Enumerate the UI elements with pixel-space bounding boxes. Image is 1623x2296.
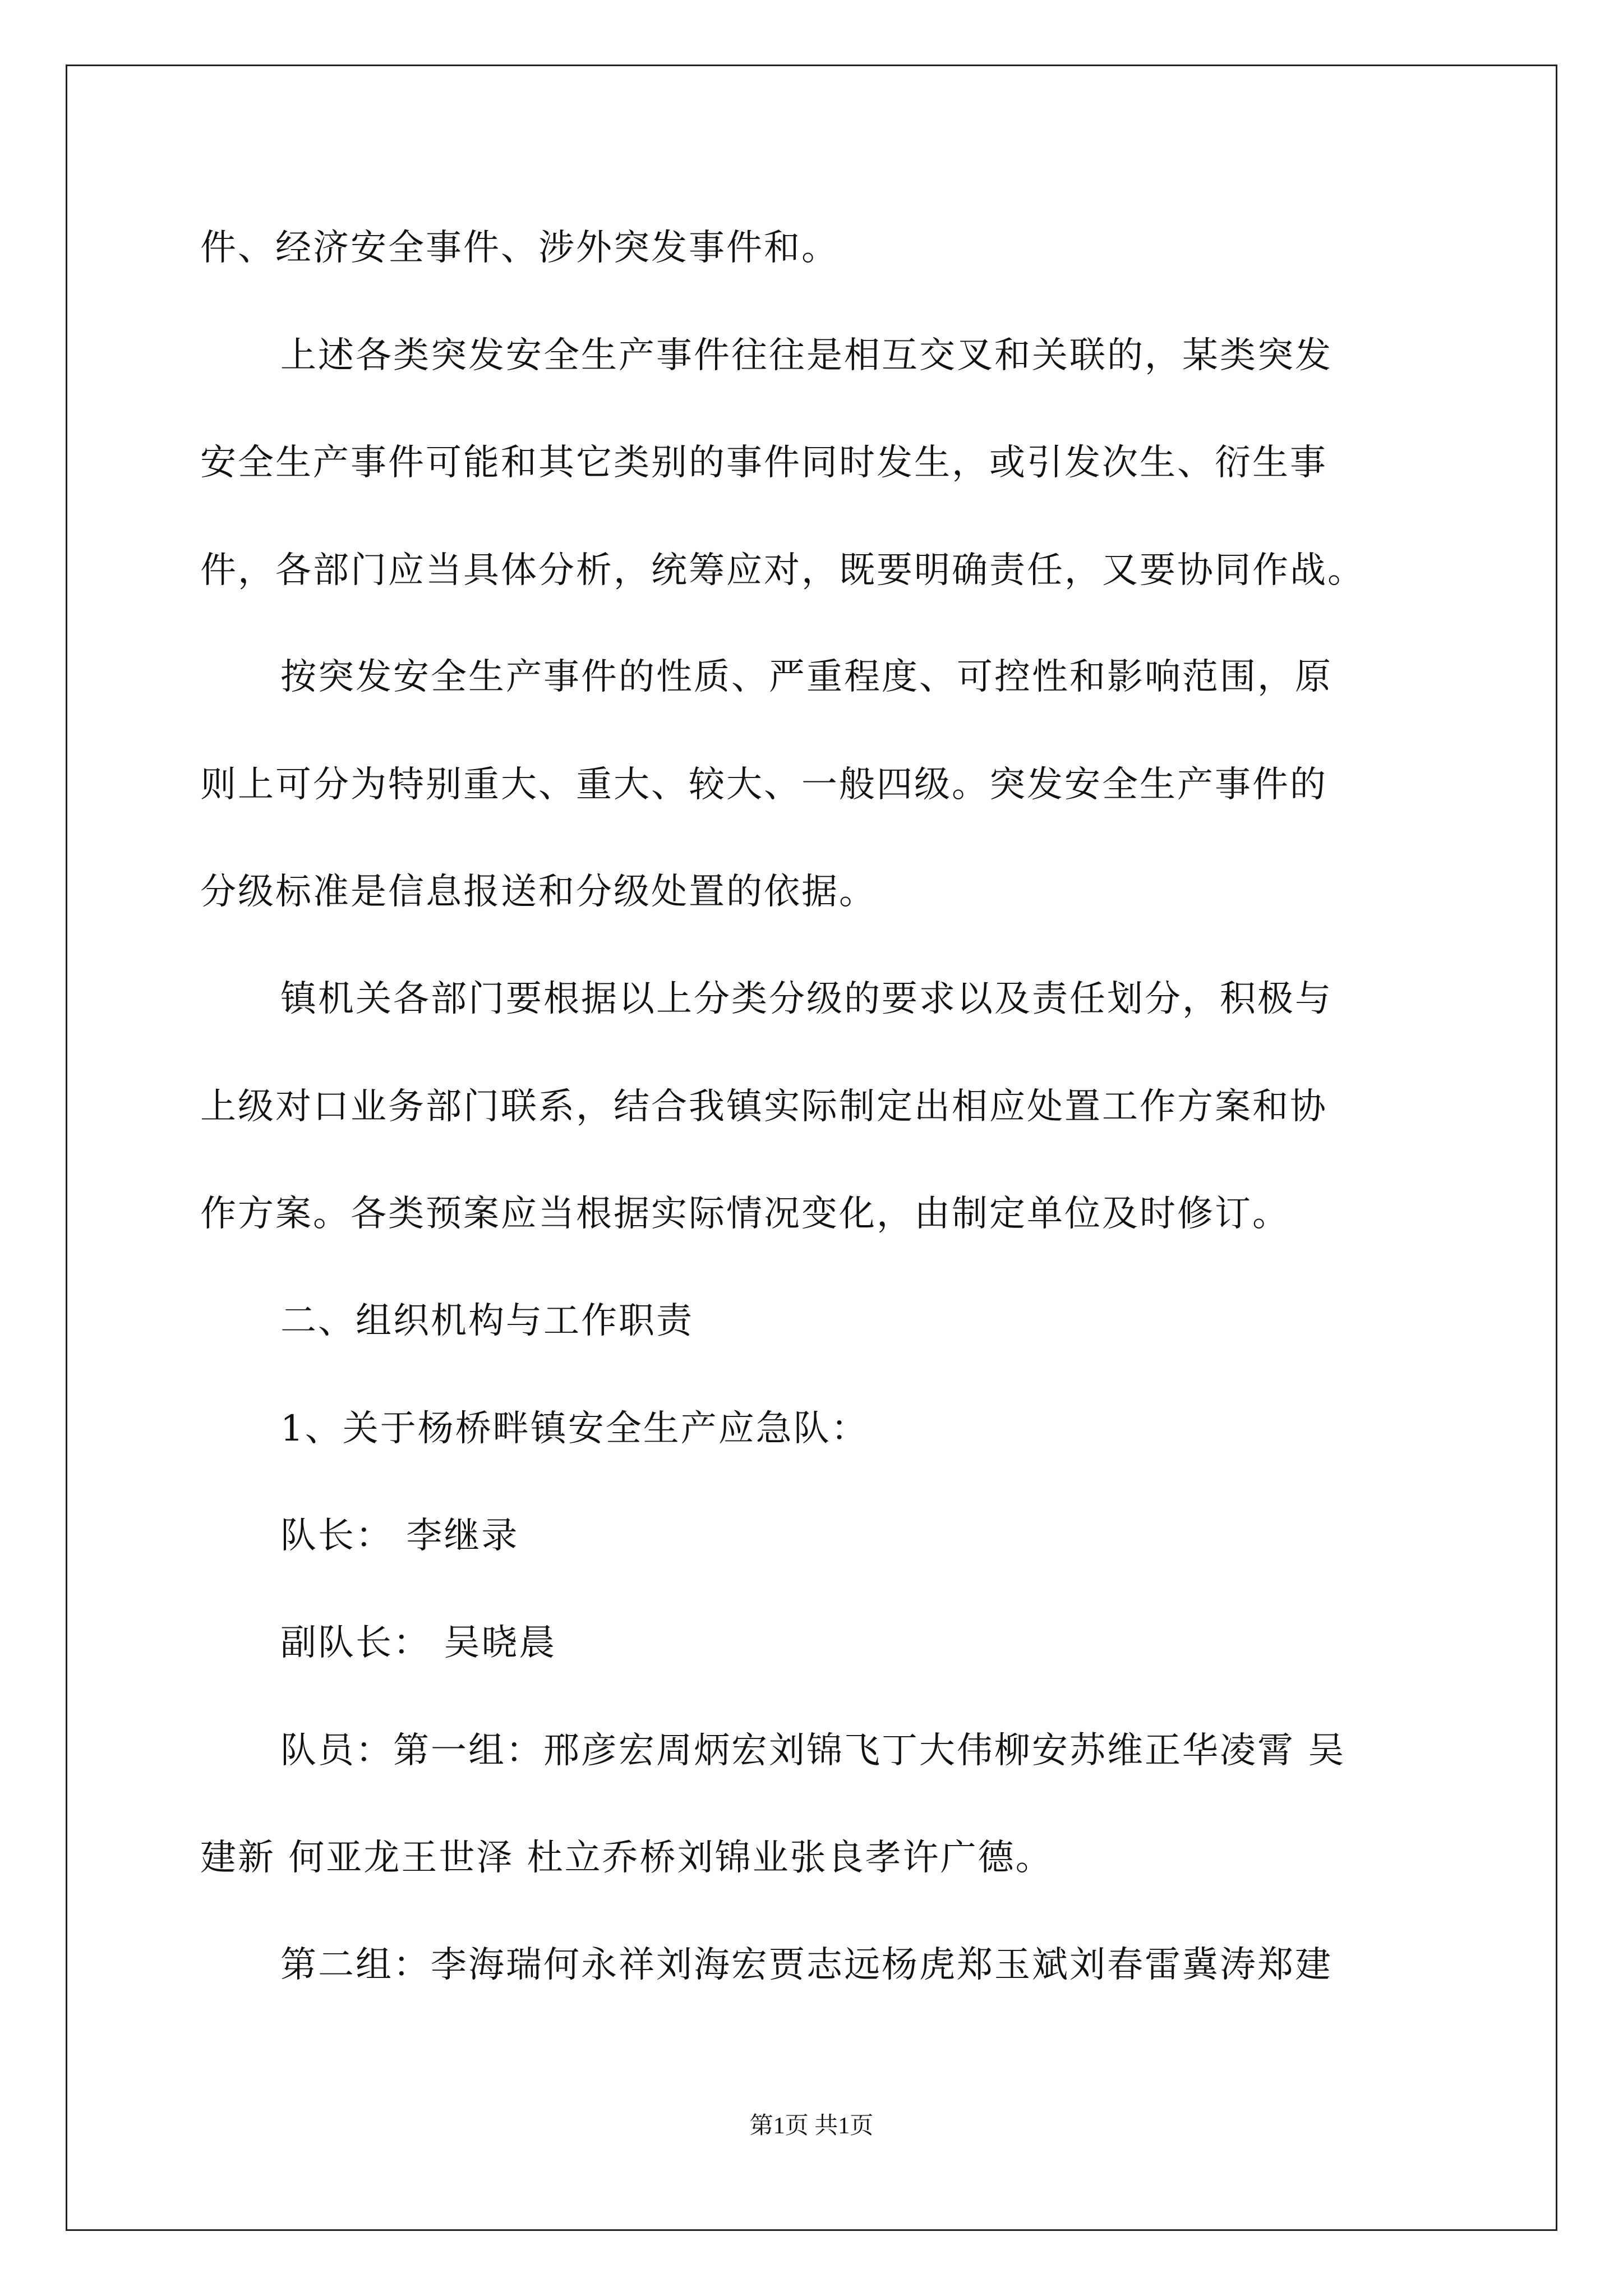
team-leader-line: 队长： 李继录 bbox=[280, 1515, 519, 1557]
body-text-line: 件，各部门应当具体分析，统筹应对，既要明确责任，又要协同作战。 bbox=[200, 550, 1365, 591]
body-text-line: 上级对口业务部门联系，结合我镇实际制定出相应处置工作方案和协 bbox=[200, 1086, 1327, 1128]
team-members-line: 第二组：李海瑞何永祥刘海宏贾志远杨虎郑玉斌刘春雷冀涛郑建 bbox=[280, 1944, 1332, 1986]
team-members-line: 建新 何亚龙王世泽 杜立乔桥刘锦业张良孝许广德。 bbox=[200, 1837, 1053, 1879]
body-text-line: 安全生产事件可能和其它类别的事件同时发生，或引发次生、衍生事 bbox=[200, 442, 1327, 484]
subsection-heading: 1、关于杨桥畔镇安全生产应急队： bbox=[280, 1408, 869, 1450]
body-text-line: 镇机关各部门要根据以上分类分级的要求以及责任划分，积极与 bbox=[280, 978, 1332, 1020]
page-number-footer: 第1页 共1页 bbox=[749, 2113, 874, 2139]
body-text-line: 则上可分为特别重大、重大、较大、一般四级。突发安全生产事件的 bbox=[200, 764, 1327, 806]
body-text-line: 按突发安全生产事件的性质、严重程度、可控性和影响范围，原 bbox=[280, 656, 1332, 698]
team-members-line: 队员：第一组：邢彦宏周炳宏刘锦飞丁大伟柳安苏维正华凌霄 吴 bbox=[280, 1730, 1346, 1772]
deputy-leader-line: 副队长： 吴晓晨 bbox=[280, 1622, 557, 1664]
section-heading: 二、组织机构与工作职责 bbox=[280, 1300, 694, 1342]
body-text-line: 上述各类突发安全生产事件往往是相互交叉和关联的，某类突发 bbox=[280, 335, 1332, 376]
body-text-line: 作方案。各类预案应当根据实际情况变化，由制定单位及时修订。 bbox=[200, 1193, 1290, 1235]
body-text-line: 件、经济安全事件、涉外突发事件和。 bbox=[200, 227, 839, 269]
page-border bbox=[66, 65, 1557, 2231]
body-text-line: 分级标准是信息报送和分级处置的依据。 bbox=[200, 871, 877, 913]
